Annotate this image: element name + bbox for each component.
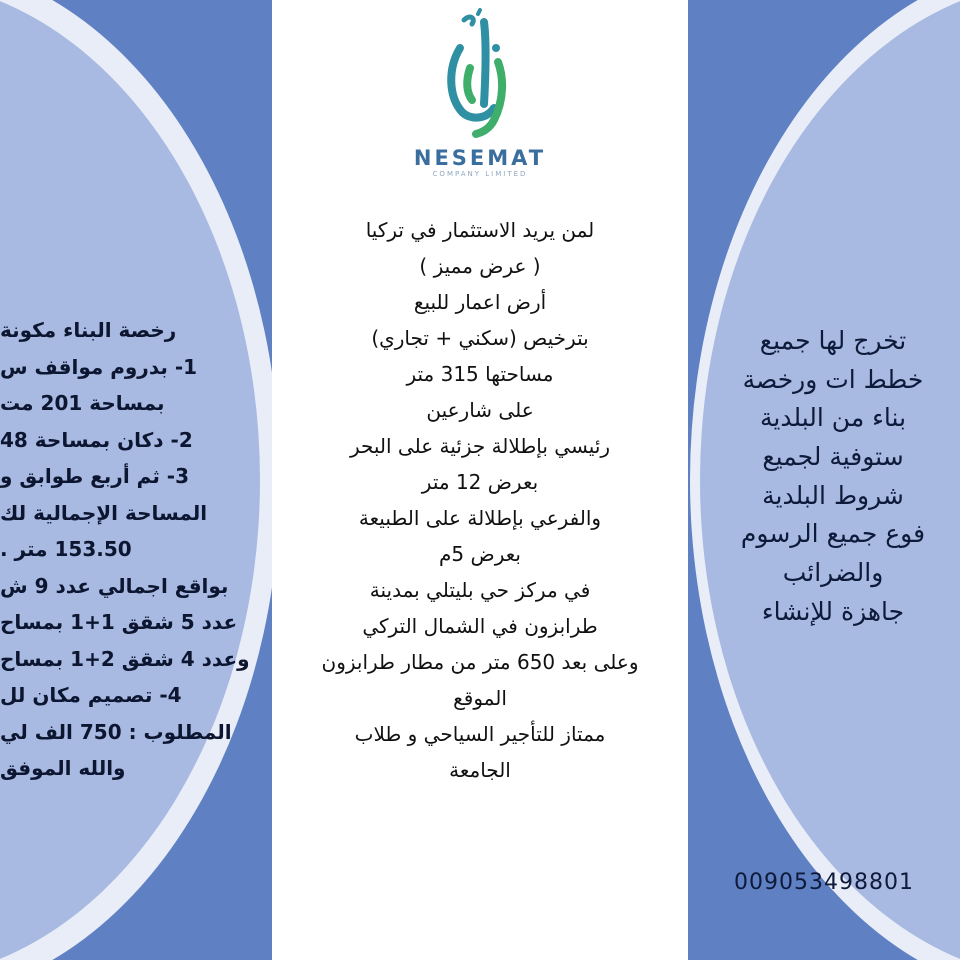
- right-line: فوع جميع الرسوم: [740, 519, 926, 549]
- right-line: شروط البلدية: [762, 480, 904, 510]
- center-line: وعلى بعد 650 متر من مطار طرابزون: [321, 650, 639, 674]
- left-line: 3- ثم أربع طوابق و: [0, 464, 190, 488]
- center-line: أرض اعمار للبيع: [413, 290, 547, 314]
- center-line: ممتاز للتأجير السياحي و طلاب: [354, 722, 606, 746]
- left-line: بمساحة 201 مت: [0, 391, 165, 415]
- left-line: المطلوب : 750 الف لي: [0, 719, 232, 744]
- center-line: بعرض 5م: [439, 542, 521, 566]
- left-line: المساحة الإجمالية لك: [0, 500, 208, 525]
- brand-subtitle: COMPANY LIMITED: [432, 170, 528, 178]
- center-line: طرابزون في الشمال التركي: [362, 614, 598, 638]
- left-line: وعدد 4 شقق 2+1 بمساح: [0, 646, 250, 671]
- left-line: 1- بدروم مواقف س: [0, 354, 198, 379]
- center-line: الموقع: [453, 686, 507, 710]
- left-line: 153.50 متر .: [0, 537, 132, 561]
- center-line: لمن يريد الاستثمار في تركيا: [365, 218, 595, 242]
- calligraphy-logo-icon: [440, 8, 520, 138]
- center-line: والفرعي بإطلالة على الطبيعة: [358, 506, 602, 530]
- center-line: ( عرض مميز ): [419, 254, 541, 278]
- right-details: [706, 322, 960, 632]
- center-description: [290, 212, 670, 788]
- right-line: والضرائب: [782, 558, 884, 588]
- center-line: الجامعة: [449, 758, 511, 782]
- left-line: بواقع اجمالي عدد 9 ش: [0, 573, 229, 598]
- right-line: خطط ات ورخصة: [742, 364, 924, 394]
- brand-name: NESEMAT: [413, 146, 547, 170]
- left-line: 2- دكان بمساحة 48: [0, 427, 193, 452]
- right-line: جاهزة للإنشاء: [761, 596, 905, 626]
- right-line: بناء من البلدية: [759, 403, 907, 433]
- center-line: رئيسي بإطلالة جزئية على البحر: [349, 434, 611, 458]
- left-line: 4- تصميم مكان لل: [0, 683, 182, 707]
- center-line: مساحتها 315 متر: [406, 362, 554, 386]
- phone-number: 009053498801: [734, 870, 914, 895]
- center-line: بعرض 12 متر: [421, 470, 539, 494]
- center-line: على شارعين: [426, 398, 534, 422]
- right-line: تخرج لها جميع: [759, 326, 907, 355]
- left-details: [0, 312, 262, 787]
- left-line: عدد 5 شقق 1+1 بمساح: [0, 610, 238, 634]
- center-line: بترخيص (سكني + تجاري): [371, 326, 589, 350]
- center-line: في مركز حي بليتلي بمدينة: [369, 578, 591, 602]
- right-line: ستوفية لجميع: [762, 442, 904, 472]
- left-line: والله الموفق: [0, 756, 126, 780]
- left-line: رخصة البناء مكونة: [0, 318, 177, 342]
